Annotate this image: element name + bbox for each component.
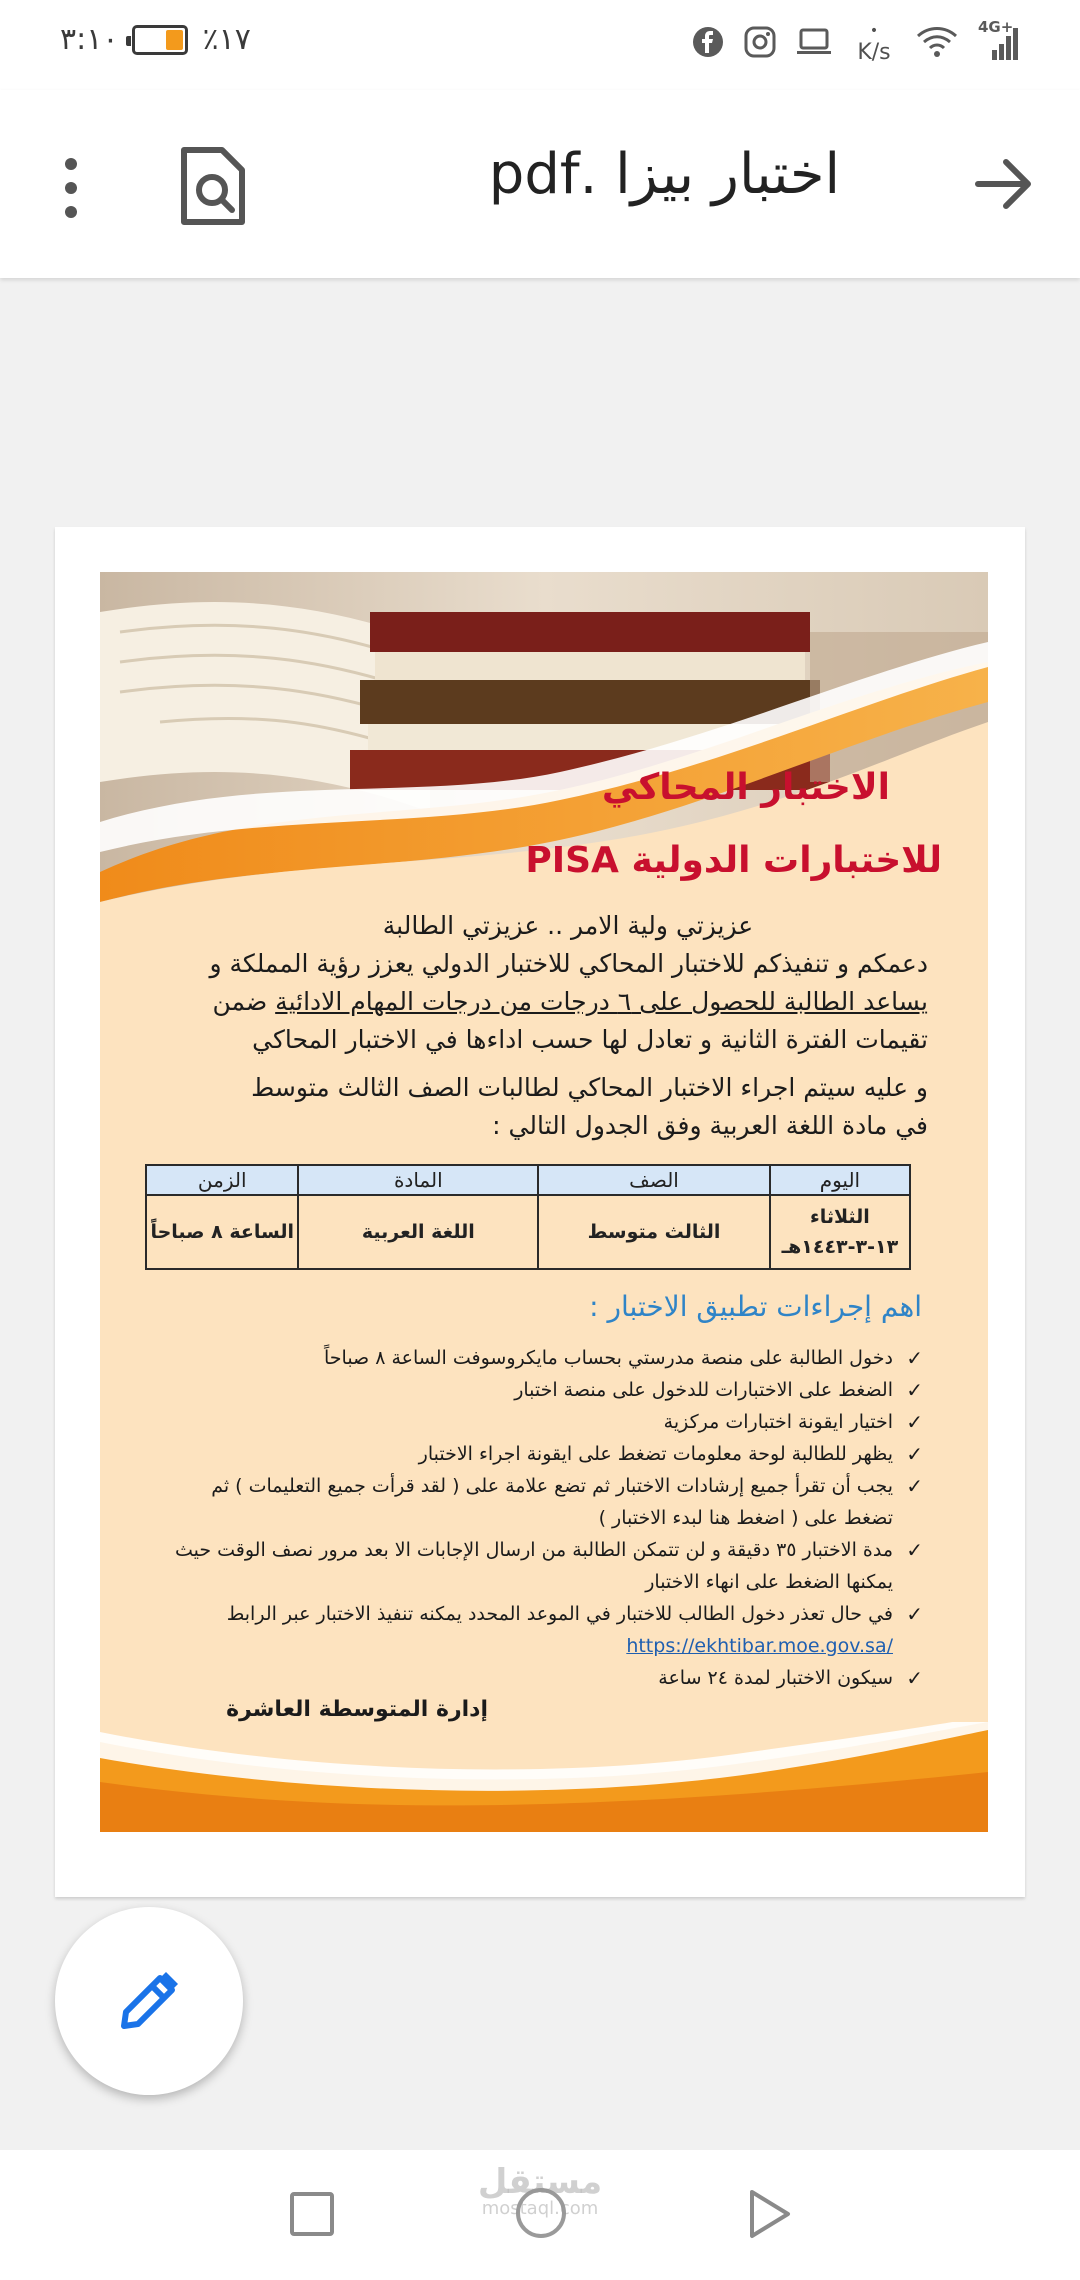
intro-line-3-underlined: يساعد الطالبة للحصول على ٦ درجات من درجات المهام الادائية [275, 987, 928, 1016]
headline-sub: للاختبارات الدولية PISA [525, 840, 942, 881]
list-item: ✓ مدة الاختبار ٣٥ دقيقة و لن تتمكن الطالبة من ارسال الإجابات الا بعد مرور نصف الوقت حيث يمكنها الضغط على انهاء الاختبار [163, 1534, 923, 1598]
headline-main: الاختبار المحاكي [601, 767, 890, 808]
pdf-page[interactable] [55, 527, 1025, 1897]
instagram-icon [744, 26, 776, 58]
intro-line-6: في مادة اللغة العربية وفق الجدول التالي : [492, 1111, 928, 1140]
document-search-icon[interactable] [178, 146, 248, 226]
table-cell-subject: اللغة العربية [298, 1195, 538, 1269]
back-triangle-icon[interactable] [748, 2188, 792, 2240]
table-cell-grade: الثالث متوسط [538, 1195, 770, 1269]
list-item: ✓ دخول الطالبة على منصة مدرستي بحساب مايكروسوفت الساعة ٨ صباحاً [163, 1342, 923, 1374]
signal-icon: 4G+ [978, 22, 1022, 62]
procedures-list [163, 1342, 923, 1694]
network-speed: • K/s [857, 23, 891, 65]
arrow-right-icon[interactable] [968, 148, 1040, 220]
schedule-table [145, 1164, 911, 1270]
intro-line-2: دعمكم و تنفيذكم للاختبار المحاكي للاختبار الدولي يعزز رؤية المملكة و [209, 949, 928, 978]
procedures-title: اهم إجراءات تطبيق الاختبار : [589, 1290, 922, 1323]
flyer-content [100, 572, 988, 1832]
table-cell-time: الساعة ٨ صباحاً [146, 1195, 298, 1269]
list-item: ✓ اختيار ايقونة اختبارات مركزية [163, 1406, 923, 1438]
table-cell-date: ١٣-٣-١٤٤٣هـ [781, 1236, 899, 1258]
app-bar [0, 90, 1080, 278]
laptop-icon [796, 27, 832, 57]
edit-button[interactable] [55, 1907, 243, 2095]
table-header: المادة [298, 1165, 538, 1195]
intro-line-3 [208, 983, 928, 1021]
more-vert-icon[interactable] [56, 156, 86, 220]
facebook-icon [692, 26, 724, 58]
list-item: ✓ يظهر للطالبة لوحة معلومات تضغط على ايقونة اجراء الاختبار [163, 1438, 923, 1470]
intro-line-4: تقيمات الفترة الثانية و تعادل لها حسب اداءها في الاختبار المحاكي [252, 1025, 928, 1054]
status-bar [0, 0, 1080, 90]
table-header-row [146, 1165, 910, 1195]
exam-link[interactable]: https://ekhtibar.moe.gov.sa/ [626, 1635, 893, 1657]
watermark: مستقل mostaql.com [477, 2162, 603, 2219]
intro-line-5: و عليه سيتم اجراء الاختبار المحاكي لطالبات الصف الثالث متوسط [251, 1073, 928, 1102]
status-left [60, 22, 251, 57]
list-item: ✓ سيكون الاختبار لمدة ٢٤ ساعة [163, 1662, 923, 1694]
system-nav-bar [0, 2150, 1080, 2280]
table-cell-day: الثلاثاء ١٣-٣-١٤٤٣هـ [770, 1195, 910, 1269]
wifi-icon [916, 24, 958, 60]
table-header: اليوم [770, 1165, 910, 1195]
intro-text [208, 907, 928, 1145]
edit-pencil-icon [116, 1968, 182, 2034]
recents-button[interactable] [290, 2192, 334, 2236]
battery-level [166, 30, 183, 50]
clock: ٣:١٠ [60, 22, 119, 57]
list-item: ✓ يجب أن تقرأ جميع إرشادات الاختبار ثم تضع علامة على ( لقد قرأت جميع التعليمات ) ثم تضغط على ( اضغط هنا لبدء الاختبار ) [163, 1470, 923, 1534]
signature: إدارة المتوسطة العاشرة [226, 1697, 488, 1722]
greeting-line: عزيزتي ولية الامر .. عزيزتي الطالبة [382, 911, 754, 940]
document-title: اختبار بيزا .pdf [488, 142, 840, 207]
list-item: ✓ في حال تعذر دخول الطالب للاختبار في الموعد المحدد يمكنه تنفيذ الاختبار عبر الرابط https://ekhtibar.moe.gov.sa/ [163, 1598, 923, 1662]
table-header: الزمن [146, 1165, 298, 1195]
flyer [100, 572, 988, 1832]
table-header: الصف [538, 1165, 770, 1195]
battery-percent: ٪١٧ [202, 22, 251, 57]
table-row [146, 1195, 910, 1269]
intro-line-3-tail: ضمن [212, 987, 268, 1016]
status-right [692, 20, 1022, 64]
battery-icon [132, 25, 188, 55]
list-item: ✓ الضغط على الاختبارات للدخول على منصة اختبار [163, 1374, 923, 1406]
